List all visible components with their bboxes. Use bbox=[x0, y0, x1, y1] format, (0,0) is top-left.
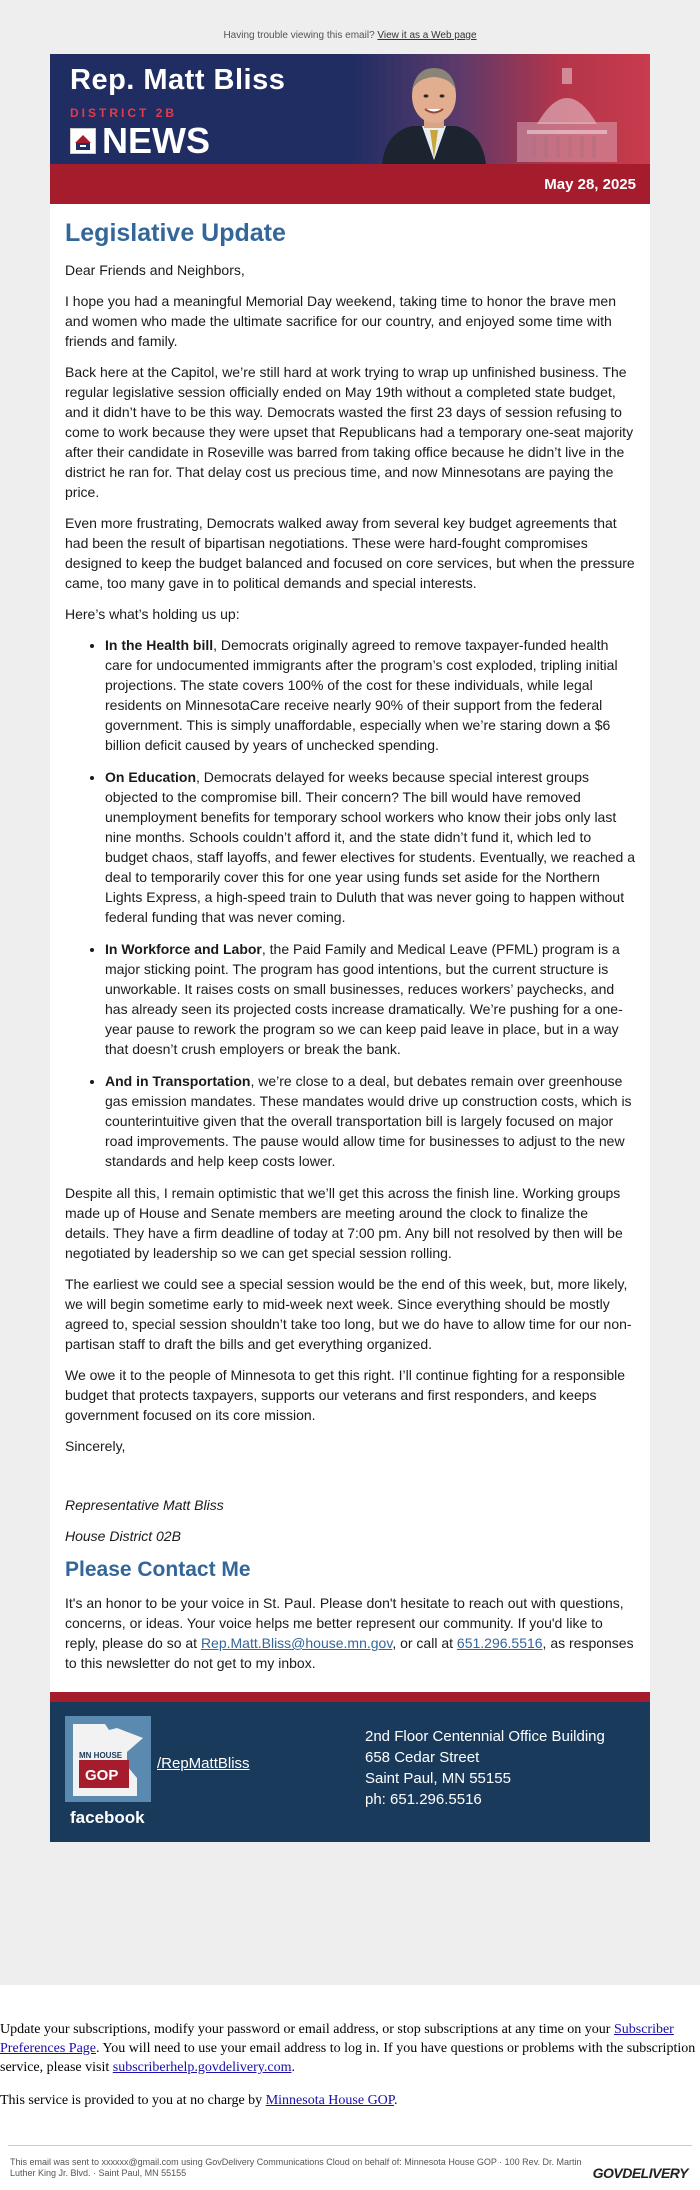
signature-district: House District 02B bbox=[65, 1528, 181, 1544]
list-item-workforce bbox=[105, 939, 635, 1059]
contact-text: It's an honor to be your voice in St. Paul. Please don't hesitate to reach out with questions, concerns, or ideas. Your voice helps me better represent our community. If you'd like to reply, please do so at bbox=[65, 1595, 624, 1651]
bullet-lead: In the Health bill bbox=[105, 637, 214, 653]
house-logo-icon bbox=[70, 128, 96, 154]
address-line: 2nd Floor Centennial Office Building bbox=[365, 1728, 605, 1745]
paragraph-optimistic: Despite all this, I remain optimistic that we’ll get this across the finish line. Working groups made up of House and Senate members are meeting around the clock to finalize the details. They have a firm deadline of today at 7:00 pm. Any bill not resolved by then will be negotiated by leadership so we can get special session rolling. bbox=[65, 1185, 623, 1261]
paragraph-holding-up: Here’s what’s holding us up: bbox=[65, 606, 240, 622]
representative-portrait bbox=[372, 60, 496, 164]
bullet-text: , we’re close to a deal, but debates remain over greenhouse gas emission mandates. These mandates would drive up construction costs, which is counterintuitive given that the overall transportation bill is largely focused on major road improvements. The pause would allow time for businesses to adjust to the new standards and help keep costs lower. bbox=[105, 1073, 632, 1169]
paragraph-special-session: The earliest we could see a special session would be the end of this week, but, more likely, we will begin sometime early to mid-week next week. Since everything should be mostly agreed to, special session shouldn’t take too long, but we do have to allow time for our non-partisan staff to draft the bills and get everything organized. bbox=[65, 1276, 632, 1352]
service-text: . bbox=[394, 2093, 398, 2108]
address-line: 658 Cedar Street bbox=[365, 1749, 480, 1766]
bullet-lead: On Education bbox=[105, 769, 196, 785]
closing: Sincerely, bbox=[65, 1438, 126, 1454]
trouble-viewing-text: Having trouble viewing this email? bbox=[223, 30, 375, 41]
service-paragraph bbox=[0, 2091, 700, 2110]
signature-spacer bbox=[65, 1467, 635, 1495]
bullet-lead: In Workforce and Labor bbox=[105, 941, 262, 957]
representative-name: Rep. Matt Bliss bbox=[70, 64, 286, 96]
paragraph-frustrating: Even more frustrating, Democrats walked away from several key budget agreements that had been the result of bipartisan negotiations. These were hard-fought compromises designed to keep the budget balanced and focused on core services, but when the pressure came, too many gave in to political demands and special interests. bbox=[65, 515, 635, 591]
footer-divider bbox=[8, 2145, 692, 2146]
trouble-viewing-note bbox=[0, 30, 700, 41]
signature-name: Representative Matt Bliss bbox=[65, 1497, 224, 1513]
date-band bbox=[50, 164, 650, 204]
paragraph-capitol: Back here at the Capitol, we’re still hard at work trying to wrap up unfinished business. The regular legislative session officially ended on May 19th without a completed state budget, and it didn’t have to be this way. Democrats wasted the first 23 days of session refusing to come to work because they were upset that Republicans had a temporary one-seat majority after their candidate in Roseville was barred from taking office because he didn’t live in the district he ran for. That delay cost us precious time, and now Minnesotans are paying the price. bbox=[65, 364, 634, 500]
capitol-dome-image bbox=[512, 62, 622, 162]
subscription-text: . You will need to use your email address to log in. If you have questions or problems with the subscription service, please visit bbox=[0, 2041, 696, 2075]
facebook-handle-link[interactable]: /RepMattBliss bbox=[157, 1755, 250, 1772]
address-line: Saint Paul, MN 55155 bbox=[365, 1770, 511, 1787]
service-text: This service is provided to you at no charge by bbox=[0, 2093, 266, 2108]
footer-panel bbox=[50, 1702, 650, 1842]
contact-text: , or call at bbox=[392, 1635, 457, 1651]
article-title: Legislative Update bbox=[65, 219, 286, 247]
subscriber-preferences-link[interactable]: Subscriber Preferences Page bbox=[0, 2022, 674, 2056]
news-label: NEWS bbox=[102, 120, 210, 161]
footer-red-band bbox=[50, 1692, 650, 1702]
list-item-health bbox=[105, 635, 635, 755]
header-banner bbox=[50, 54, 650, 164]
bullet-text: , Democrats delayed for weeks because special interest groups objected to the compromise bill. Their concern? The bill would have removed unemployment benefits for temporary school workers who know their jobs only last nine months. Schools couldn’t afford it, and the state didn’t fund it, which led to budget chaos, staff layoffs, and fewer electives for students. Eventually, we reached a deal to temporarily cover this for one year using funds set aside for the Northern Lights Express, a high-speed train to Duluth that was never going to happen without federal funding that was never coming. bbox=[105, 769, 635, 925]
greeting: Dear Friends and Neighbors, bbox=[65, 262, 245, 278]
logo-text-gop: GOP bbox=[85, 1767, 119, 1784]
legal-notice: This email was sent to xxxxxx@gmail.com using GovDelivery Communications Cloud on behalf of: Minnesota House GOP · 100 Rev. Dr. Martin Luther King Jr. Blvd. · Saint Paul, MN 55155 bbox=[10, 2157, 582, 2178]
list-item-transportation bbox=[105, 1071, 635, 1171]
facebook-label[interactable]: facebook bbox=[70, 1808, 145, 1827]
subscription-text: Update your subscriptions, modify your password or email address, or stop subscriptions at any time on your bbox=[0, 2022, 614, 2037]
phone-link[interactable]: 651.296.5516 bbox=[456, 1635, 543, 1651]
email-link[interactable]: Rep.Matt.Bliss@house.mn.gov bbox=[200, 1635, 393, 1651]
bullet-lead: And in Transportation bbox=[105, 1073, 251, 1089]
bullet-text: , Democrats originally agreed to remove taxpayer-funded health care for undocumented immigrants after the program’s cost exploded, tripling initial projections. The state covers 100% of the cost for these individuals, while legal residents on MinnesotaCare receive nearly 90% of their support from the federal government. This is simply unaffordable, especially when we’re staring down a $6 billion deficit caused by years of unchecked spending. bbox=[105, 637, 618, 753]
article-body bbox=[50, 204, 650, 1692]
minnesota-house-gop-link[interactable]: Minnesota House GOP bbox=[265, 2093, 395, 2108]
logo-text-mnhouse: MN HOUSE bbox=[79, 1751, 123, 1760]
mn-house-gop-logo[interactable] bbox=[65, 1716, 151, 1802]
list-item-education bbox=[105, 767, 635, 927]
office-address bbox=[365, 1726, 605, 1810]
issue-date: May 28, 2025 bbox=[544, 176, 636, 193]
issues-list bbox=[65, 635, 635, 1171]
web-page-link[interactable]: View it as a Web page bbox=[377, 30, 477, 41]
email-container bbox=[50, 54, 650, 1842]
contact-text: , as responses to this newsletter do not get to my inbox. bbox=[65, 1635, 634, 1671]
subscription-paragraph bbox=[0, 2020, 700, 2077]
paragraph-owe-it: We owe it to the people of Minnesota to get this right. I’ll continue fighting for a responsible budget that protects taxpayers, supports our veterans and first responders, and keeps government focused on its core mission. bbox=[65, 1367, 626, 1423]
subscription-text: . bbox=[291, 2060, 295, 2075]
bullet-text: , the Paid Family and Medical Leave (PFML) program is a major sticking point. The program has good intentions, but the current structure is unworkable. It raises costs on small businesses, reduces workers’ paychecks, and has already seen its projected costs increase dramatically. We’re pushing for a one-year pause to rework the program so we can keep paid leave in place, but in a way that doesn’t crush employers or break the bank. bbox=[105, 941, 623, 1057]
district-label: DISTRICT 2B bbox=[70, 106, 178, 120]
govdelivery-logo[interactable]: GOVDELIVERY bbox=[592, 2165, 688, 2181]
contact-paragraph bbox=[65, 1593, 635, 1673]
paragraph-memorial-day: I hope you had a meaningful Memorial Day weekend, taking time to honor the brave men and women who made the ultimate sacrifice for our country, and enjoyed some time with friends and family. bbox=[65, 293, 616, 349]
office-phone: ph: 651.296.5516 bbox=[365, 1791, 482, 1808]
contact-title: Please Contact Me bbox=[65, 1558, 251, 1581]
subscription-info bbox=[0, 2020, 700, 2124]
subscriber-help-link[interactable]: subscriberhelp.govdelivery.com bbox=[112, 2060, 292, 2075]
